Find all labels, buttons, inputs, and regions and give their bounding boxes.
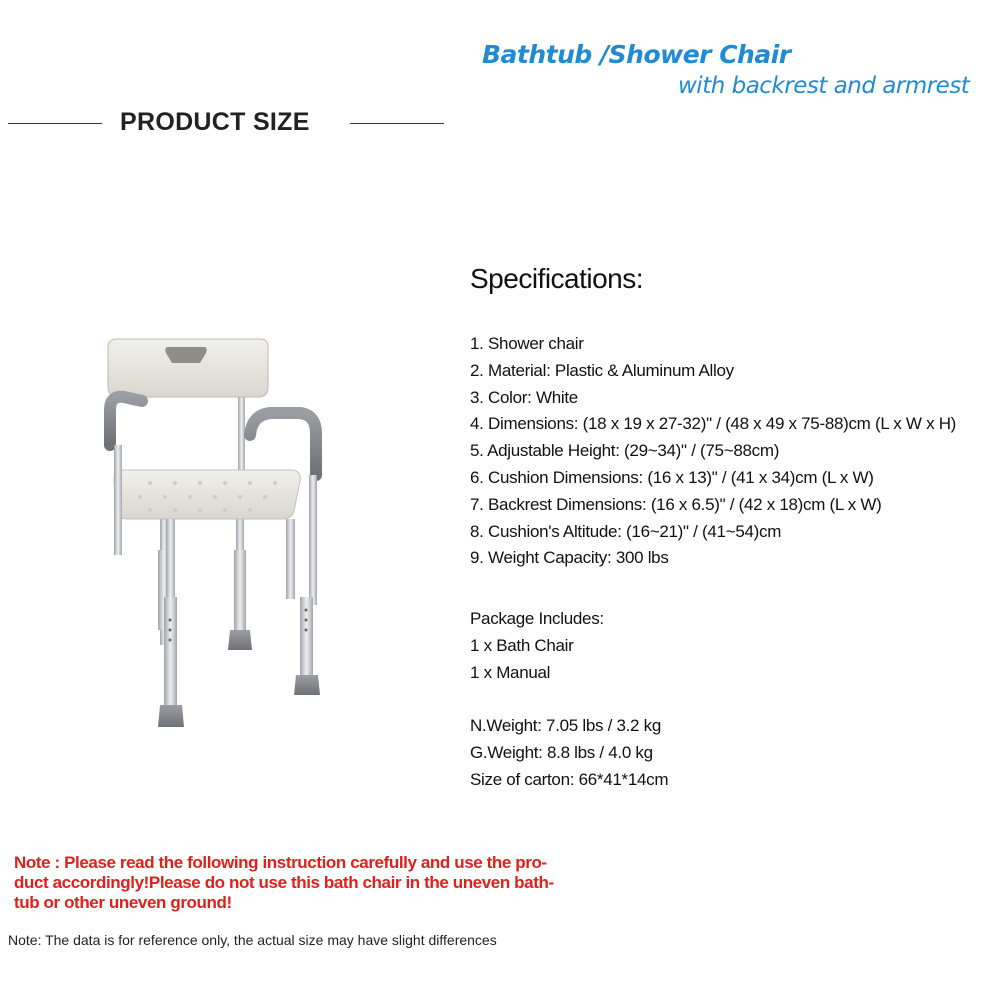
specifications-list [470,331,956,572]
specifications-heading: Specifications: [470,263,644,294]
carton-size: Size of carton: 66*41*14cm [470,769,669,789]
product-title: Bathtub /Shower Chair [482,40,791,69]
net-weight: N.Weight: 7.05 lbs / 3.2 kg [470,716,661,735]
package-heading: Package Includes: [470,609,604,628]
weights-info [470,713,668,793]
package-includes [470,606,604,686]
warning-line: duct accordingly!Please do not use this bath chair in the uneven bath- [14,873,554,892]
disclaimer-note: Note: The data is for reference only, the actual size may have slight differences [8,932,497,948]
shower-chair-image [80,335,360,735]
spec-item: 2. Material: Plastic & Aluminum Alloy [470,360,734,380]
product-subtitle: with backrest and armrest [678,73,970,99]
gross-weight: G.Weight: 8.8 lbs / 4.0 kg [470,742,653,762]
spec-item: 4. Dimensions: (18 x 19 x 27-32)" / (48 x 49 x 75-88)cm (L x W x H) [470,414,957,434]
spec-item: 8. Cushion's Altitude: (16~21)" / (41~54)cm [470,521,782,541]
section-label: PRODUCT SIZE [120,108,310,136]
spec-item: 3. Color: White [470,387,578,407]
warning-note [14,853,594,913]
spec-item: 7. Backrest Dimensions: (16 x 6.5)" / (42 x 18)cm (L x W) [470,494,882,514]
package-item: 1 x Bath Chair [470,635,574,655]
package-item: 1 x Manual [470,662,551,682]
section-divider-left [8,123,102,124]
spec-item: 1. Shower chair [470,334,584,353]
section-divider-right [350,123,444,124]
spec-item: 5. Adjustable Height: (29~34)" / (75~88cm) [470,441,780,461]
warning-line: tub or other uneven ground! [14,893,232,912]
warning-line: Note : Please read the following instruction carefully and use the pro- [14,853,547,872]
spec-item: 6. Cushion Dimensions: (16 x 13)" / (41 x 34)cm (L x W) [470,467,874,487]
spec-item: 9. Weight Capacity: 300 lbs [470,548,669,568]
